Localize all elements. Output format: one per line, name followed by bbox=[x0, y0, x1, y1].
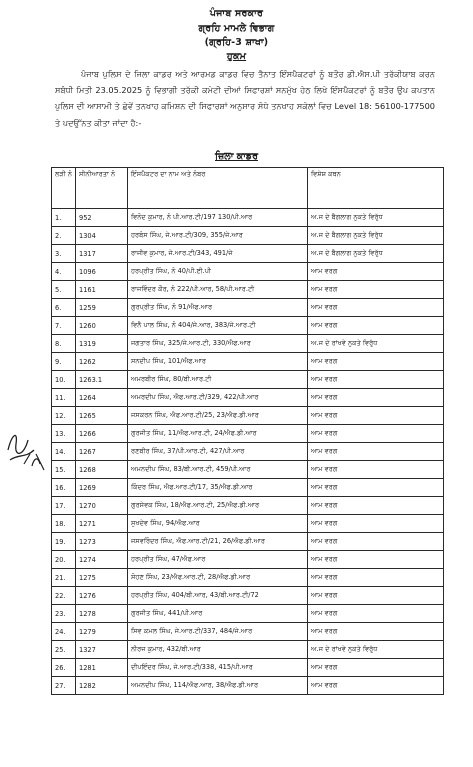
table-row bbox=[52, 281, 444, 299]
table-row bbox=[52, 407, 444, 425]
cell-serial: 17. bbox=[52, 497, 76, 515]
cell-serial: 9. bbox=[52, 353, 76, 371]
cell-serial: 19. bbox=[52, 533, 76, 551]
cell-seniority: 1281 bbox=[76, 659, 128, 677]
cell-serial: 22. bbox=[52, 587, 76, 605]
cell-serial: 13. bbox=[52, 425, 76, 443]
cell-serial: 20. bbox=[52, 551, 76, 569]
cell-serial: 10. bbox=[52, 371, 76, 389]
cell-remarks: ਆਮ ਵਰਗ bbox=[308, 263, 444, 281]
cell-inspector-name: ਜਸਕਰਨ ਸਿੰਘ, ਐਫ.ਆਰ.ਟੀ/25, 23/ਐਫ.ਡੀ.ਆਰ bbox=[128, 407, 308, 425]
cell-seniority: 1096 bbox=[76, 263, 128, 281]
cell-remarks: ਆਮ ਵਰਗ bbox=[308, 425, 444, 443]
cell-serial: 25. bbox=[52, 641, 76, 659]
cell-inspector-name: ਹਰਪ੍ਰੀਤ ਸਿੰਘ, 47/ਐਫ.ਆਰ bbox=[128, 551, 308, 569]
cell-seniority: 952 bbox=[76, 209, 128, 227]
cell-serial: 14. bbox=[52, 443, 76, 461]
cell-seniority: 1161 bbox=[76, 281, 128, 299]
cell-seniority: 1319 bbox=[76, 335, 128, 353]
table-row bbox=[52, 389, 444, 407]
header-remarks: ਵਿਸ਼ੇਸ਼ ਕਥਨ bbox=[308, 168, 444, 209]
cell-seniority: 1264 bbox=[76, 389, 128, 407]
cell-remarks: ਅ.ਜ ਦੇ ਬੈਗਲਾਗ ਨੁਕਤੇ ਵਿਰੁੱਧ bbox=[308, 209, 444, 227]
table-row bbox=[52, 227, 444, 245]
header-order: ਹੁਕਮ bbox=[226, 51, 247, 62]
cell-serial: 15. bbox=[52, 461, 76, 479]
cell-serial: 21. bbox=[52, 569, 76, 587]
cell-seniority: 1266 bbox=[76, 425, 128, 443]
cell-remarks: ਅ.ਜ ਦੇ ਰਾਂਖਵੇ ਨੁਕਤੇ ਵਿਰੁੱਧ bbox=[308, 335, 444, 353]
cell-inspector-name: ਰਾਜੀਵ ਕੁਮਾਰ, ਜੇ.ਆਰ.ਟੀ/343, 491/ਜੇ bbox=[128, 245, 308, 263]
cell-seniority: 1263.1 bbox=[76, 371, 128, 389]
table-row bbox=[52, 623, 444, 641]
cell-inspector-name: ਸੁਖਦੇਵ ਸਿੰਘ, 94/ਐਫ.ਆਰ bbox=[128, 515, 308, 533]
order-paragraph-text: ਪੰਜਾਬ ਪੁਲਿਸ ਦੇ ਜਿਲਾ ਕਾਡਰ ਅਤੇ ਆਰਮਡ ਕਾਡਰ ਵਿਚ ਤੈਨਾਤ ਇੰਸਪੈਕਟਰਾਂ ਨੂੰ ਬਤੌਰ ਡੀ.ਐਸ.ਪੀ ਤਰੱਕੀਯਾਬ ਕਰਨ ਸਬੰਧੀ ਮਿਤੀ 23.05.2025 ਨੂੰ ਵਿਭਾਗੀ ਤਰੱਕੀ ਕਮੇਟੀ ਦੀਆਂ ਸਿਫਾਰਸ਼ਾਂ ਸਨਮੁੱਖ ਹੇਠ ਲਿਖੇ ਇੰਸਪੈਕਟਰਾਂ ਨੂੰ ਬਤੌਰ ਉਪ ਕਪਤਾਨ ਪੁਲਿਸ ਦੀ ਆਸਾਮੀ ਤੇ ਛੇਵੇਂ ਤਨਖਾਹ ਕਮਿਸ਼ਨ ਦੀ ਸਿਫਾਰਸ਼ਾਂ ਅਨੁਸਾਰ ਸੋਧੇ ਤਨਖਾਹ ਸਕੇਲਾਂ ਵਿਚ Level 18: 56100-177500 ਤੇ ਪਦਉੱਨਤ ਕੀਤਾ ਜਾਂਦਾ ਹੈ:- bbox=[55, 69, 435, 128]
cell-remarks: ਆਮ ਵਰਗ bbox=[308, 677, 444, 695]
cell-inspector-name: ਅਮਨਦੀਪ ਸਿੰਘ, 83/ਬੀ.ਆਰ.ਟੀ, 459/ਪੀ.ਆਰ bbox=[128, 461, 308, 479]
header-department: ਗ੍ਰਹਿ ਮਾਮਲੇ ਵਿਭਾਗ bbox=[198, 23, 275, 34]
cell-remarks: ਆਮ ਵਰਗ bbox=[308, 479, 444, 497]
header-government: ਪੰਜਾਬ ਸਰਕਾਰ bbox=[209, 8, 264, 19]
cell-remarks: ਆਮ ਵਰਗ bbox=[308, 443, 444, 461]
cell-seniority: 1267 bbox=[76, 443, 128, 461]
header-serial: ਲੜੀ ਨੰ bbox=[52, 168, 76, 209]
cell-seniority: 1282 bbox=[76, 677, 128, 695]
cell-serial: 4. bbox=[52, 263, 76, 281]
cell-inspector-name: ਸਨਦੀਪ ਸਿੰਘ, 101/ਐਫ.ਆਰ bbox=[128, 353, 308, 371]
cell-remarks: ਆਮ ਵਰਗ bbox=[308, 461, 444, 479]
cell-serial: 23. bbox=[52, 605, 76, 623]
cell-serial: 26. bbox=[52, 659, 76, 677]
cell-inspector-name: ਸਿਵ ਕਮਲ ਸਿੰਘ, ਜੇ.ਆਰ.ਟੀ/337, 484/ਜੇ.ਆਰ bbox=[128, 623, 308, 641]
table-row bbox=[52, 353, 444, 371]
table-row bbox=[52, 245, 444, 263]
table-row bbox=[52, 299, 444, 317]
cell-remarks: ਆਮ ਵਰਗ bbox=[308, 353, 444, 371]
cell-serial: 2. bbox=[52, 227, 76, 245]
table-body bbox=[52, 209, 444, 695]
cell-inspector-name: ਵਿਨੈ ਪਾਲ ਸਿੰਘ, ਨੰ 404/ਜੇ.ਆਰ, 383/ਜੇ.ਆਰ.ਟੀ bbox=[128, 317, 308, 335]
cell-serial: 3. bbox=[52, 245, 76, 263]
table-row bbox=[52, 443, 444, 461]
cell-seniority: 1262 bbox=[76, 353, 128, 371]
cell-serial: 8. bbox=[52, 335, 76, 353]
cell-serial: 18. bbox=[52, 515, 76, 533]
table-row bbox=[52, 515, 444, 533]
cell-remarks: ਆਮ ਵਰਗ bbox=[308, 533, 444, 551]
cell-serial: 27. bbox=[52, 677, 76, 695]
cell-seniority: 1269 bbox=[76, 479, 128, 497]
cell-remarks: ਆਮ ਵਰਗ bbox=[308, 587, 444, 605]
cell-remarks: ਆਮ ਵਰਗ bbox=[308, 299, 444, 317]
table-row bbox=[52, 587, 444, 605]
cell-seniority: 1276 bbox=[76, 587, 128, 605]
table-row bbox=[52, 425, 444, 443]
cell-remarks: ਆਮ ਵਰਗ bbox=[308, 497, 444, 515]
table-row bbox=[52, 605, 444, 623]
cell-inspector-name: ਰਾਜਵਿੰਦਰ ਕੌਰ, ਨੰ 222/ਪੀ.ਆਰ, 58/ਪੀ.ਆਰ.ਟੀ bbox=[128, 281, 308, 299]
cell-inspector-name: ਜਗਤਾਰ ਸਿੰਘ, 325/ਜੇ.ਆਰ.ਟੀ, 330/ਐਫ.ਆਰ bbox=[128, 335, 308, 353]
cell-serial: 16. bbox=[52, 479, 76, 497]
cell-remarks: ਅ.ਜ ਦੇ ਬੈਗਲਾਗ ਨੁਕਤੇ ਵਿਰੁੱਧ bbox=[308, 227, 444, 245]
cell-seniority: 1317 bbox=[76, 245, 128, 263]
cell-seniority: 1271 bbox=[76, 515, 128, 533]
cell-inspector-name: ਗੁਰਸੇਵਕ ਸਿੰਘ, 18/ਐਫ.ਆਰ.ਟੀ, 25/ਐਫ.ਡੀ.ਆਰ bbox=[128, 497, 308, 515]
cell-inspector-name: ਹਰਬੰਸ ਸਿੰਘ, ਜੇ.ਆਰ.ਟੀ/309, 355/ਜੇ.ਆਰ bbox=[128, 227, 308, 245]
header-inspector-name: ਇੰਸਪੈਕਟਰ ਦਾ ਨਾਮ ਅਤੇ ਨੰਬਰ bbox=[128, 168, 308, 209]
table-row bbox=[52, 371, 444, 389]
cell-seniority: 1275 bbox=[76, 569, 128, 587]
table-header-row bbox=[52, 168, 444, 209]
cell-serial: 11. bbox=[52, 389, 76, 407]
cell-seniority: 1279 bbox=[76, 623, 128, 641]
cell-remarks: ਆਮ ਵਰਗ bbox=[308, 371, 444, 389]
cell-inspector-name: ਹਰਪ੍ਰੀਤ ਸਿੰਘ, ਨੰ 40/ਪੀ.ਈ.ਪੀ bbox=[128, 263, 308, 281]
promotion-table bbox=[51, 167, 444, 695]
order-paragraph bbox=[55, 66, 435, 131]
cell-seniority: 1273 bbox=[76, 533, 128, 551]
table-row bbox=[52, 209, 444, 227]
cell-inspector-name: ਗੁਰਜੀਤ ਸਿੰਘ, 441/ਪੀ.ਆਰ bbox=[128, 605, 308, 623]
cell-inspector-name: ਨੀਰਜ ਕੁਮਾਰ, 432/ਬੀ.ਆਰ bbox=[128, 641, 308, 659]
table-row bbox=[52, 533, 444, 551]
cell-serial: 12. bbox=[52, 407, 76, 425]
cell-remarks: ਆਮ ਵਰਗ bbox=[308, 623, 444, 641]
cell-remarks: ਆਮ ਵਰਗ bbox=[308, 659, 444, 677]
cell-serial: 1. bbox=[52, 209, 76, 227]
table-row bbox=[52, 677, 444, 695]
header-branch: (ਗ੍ਰਹਿ-3 ਸ਼ਾਖਾ) bbox=[204, 37, 269, 48]
table-row bbox=[52, 335, 444, 353]
cell-remarks: ਆਮ ਵਰਗ bbox=[308, 389, 444, 407]
cell-serial: 7. bbox=[52, 317, 76, 335]
cell-serial: 5. bbox=[52, 281, 76, 299]
cell-inspector-name: ਅਮਨਦੀਪ ਸਿੰਘ, 114/ਐਫ.ਆਰ, 38/ਐਫ.ਡੀ.ਆਰ bbox=[128, 677, 308, 695]
cell-serial: 6. bbox=[52, 299, 76, 317]
cell-seniority: 1260 bbox=[76, 317, 128, 335]
cell-remarks: ਆਮ ਵਰਗ bbox=[308, 605, 444, 623]
cell-seniority: 1274 bbox=[76, 551, 128, 569]
cell-inspector-name: ਦੀਪਇੰਦਰ ਸਿੰਘ, ਜੇ.ਆਰ.ਟੀ/338, 415/ਪੀ.ਆਰ bbox=[128, 659, 308, 677]
cell-seniority: 1268 bbox=[76, 461, 128, 479]
cell-remarks: ਆਮ ਵਰਗ bbox=[308, 569, 444, 587]
cell-remarks: ਆਮ ਵਰਗ bbox=[308, 317, 444, 335]
handwritten-signature bbox=[4, 420, 48, 480]
cell-inspector-name: ਅਮਰਬੀਰ ਸਿੰਘ, 80/ਬੀ.ਆਰ.ਟੀ bbox=[128, 371, 308, 389]
cell-seniority: 1278 bbox=[76, 605, 128, 623]
cell-inspector-name: ਹਰਪ੍ਰੀਤ ਸਿੰਘ, 404/ਬੀ.ਆਰ, 43/ਬੀ.ਆਰ.ਟੀ/72 bbox=[128, 587, 308, 605]
cell-seniority: 1327 bbox=[76, 641, 128, 659]
cell-seniority: 1265 bbox=[76, 407, 128, 425]
cell-remarks: ਅ.ਜ ਦੇ ਬੈਗਲਾਗ ਨੁਕਤੇ ਵਿਰੁੱਧ bbox=[308, 245, 444, 263]
cell-inspector-name: ਜਸਵਰਿੰਦਰ ਸਿੰਘ, ਐਫ.ਆਰ.ਟੀ/21, 26/ਐਫ.ਡੀ.ਆਰ bbox=[128, 533, 308, 551]
table-row bbox=[52, 659, 444, 677]
table-row bbox=[52, 551, 444, 569]
cell-inspector-name: ਗੁਰਪ੍ਰੀਤ ਸਿੰਘ, ਨੰ 91/ਐਫ.ਆਰ bbox=[128, 299, 308, 317]
cell-inspector-name: ਗੁਰਜੀਤ ਸਿੰਘ, 11/ਐਫ.ਆਰ.ਟੀ, 24/ਐਫ.ਡੀ.ਆਰ bbox=[128, 425, 308, 443]
table-row bbox=[52, 263, 444, 281]
cell-seniority: 1259 bbox=[76, 299, 128, 317]
table-row bbox=[52, 497, 444, 515]
cell-inspector-name: ਵਿਨੋਦ ਕੁਮਾਰ, ਨੰ ਪੀ.ਆਰ.ਟੀ/197 130/ਪੀ.ਆਰ bbox=[128, 209, 308, 227]
cell-inspector-name: ਰਣਬੀਰ ਸਿੰਘ, 37/ਪੀ.ਆਰ.ਟੀ, 427/ਪੀ.ਆਰ bbox=[128, 443, 308, 461]
table-row bbox=[52, 461, 444, 479]
cell-inspector-name: ਕਿੰਦਰ ਸਿੰਘ, ਐਫ.ਆਰ.ਟੀ/17, 35/ਐਫ.ਡੀ.ਆਰ bbox=[128, 479, 308, 497]
cell-inspector-name: ਸੋਹਣ ਸਿੰਘ, 23/ਐਫ.ਆਰ.ਟੀ, 28/ਐਫ.ਡੀ.ਆਰ bbox=[128, 569, 308, 587]
table-row bbox=[52, 317, 444, 335]
cell-remarks: ਆਮ ਵਰਗ bbox=[308, 407, 444, 425]
cell-remarks: ਆਮ ਵਰਗ bbox=[308, 515, 444, 533]
cell-seniority: 1270 bbox=[76, 497, 128, 515]
header-seniority: ਸੀਨੀਆਰਤਾ ਨੰ bbox=[76, 168, 128, 209]
cell-inspector-name: ਅਮਰਦੀਪ ਸਿੰਘ, ਐਫ.ਆਰ.ਟੀ/329, 422/ਪੀ.ਆਰ bbox=[128, 389, 308, 407]
table-row bbox=[52, 479, 444, 497]
table-row bbox=[52, 569, 444, 587]
table-row bbox=[52, 641, 444, 659]
cell-seniority: 1304 bbox=[76, 227, 128, 245]
cell-remarks: ਅ.ਜ ਦੇ ਰਾਂਖਵੇ ਨੁਕਤੇ ਵਿਰੁੱਧ bbox=[308, 641, 444, 659]
section-title: ਜ਼ਿਲਾ ਕਾਡਰ bbox=[215, 151, 258, 162]
cell-remarks: ਆਮ ਵਰਗ bbox=[308, 551, 444, 569]
cell-remarks: ਆਮ ਵਰਗ bbox=[308, 281, 444, 299]
cell-serial: 24. bbox=[52, 623, 76, 641]
